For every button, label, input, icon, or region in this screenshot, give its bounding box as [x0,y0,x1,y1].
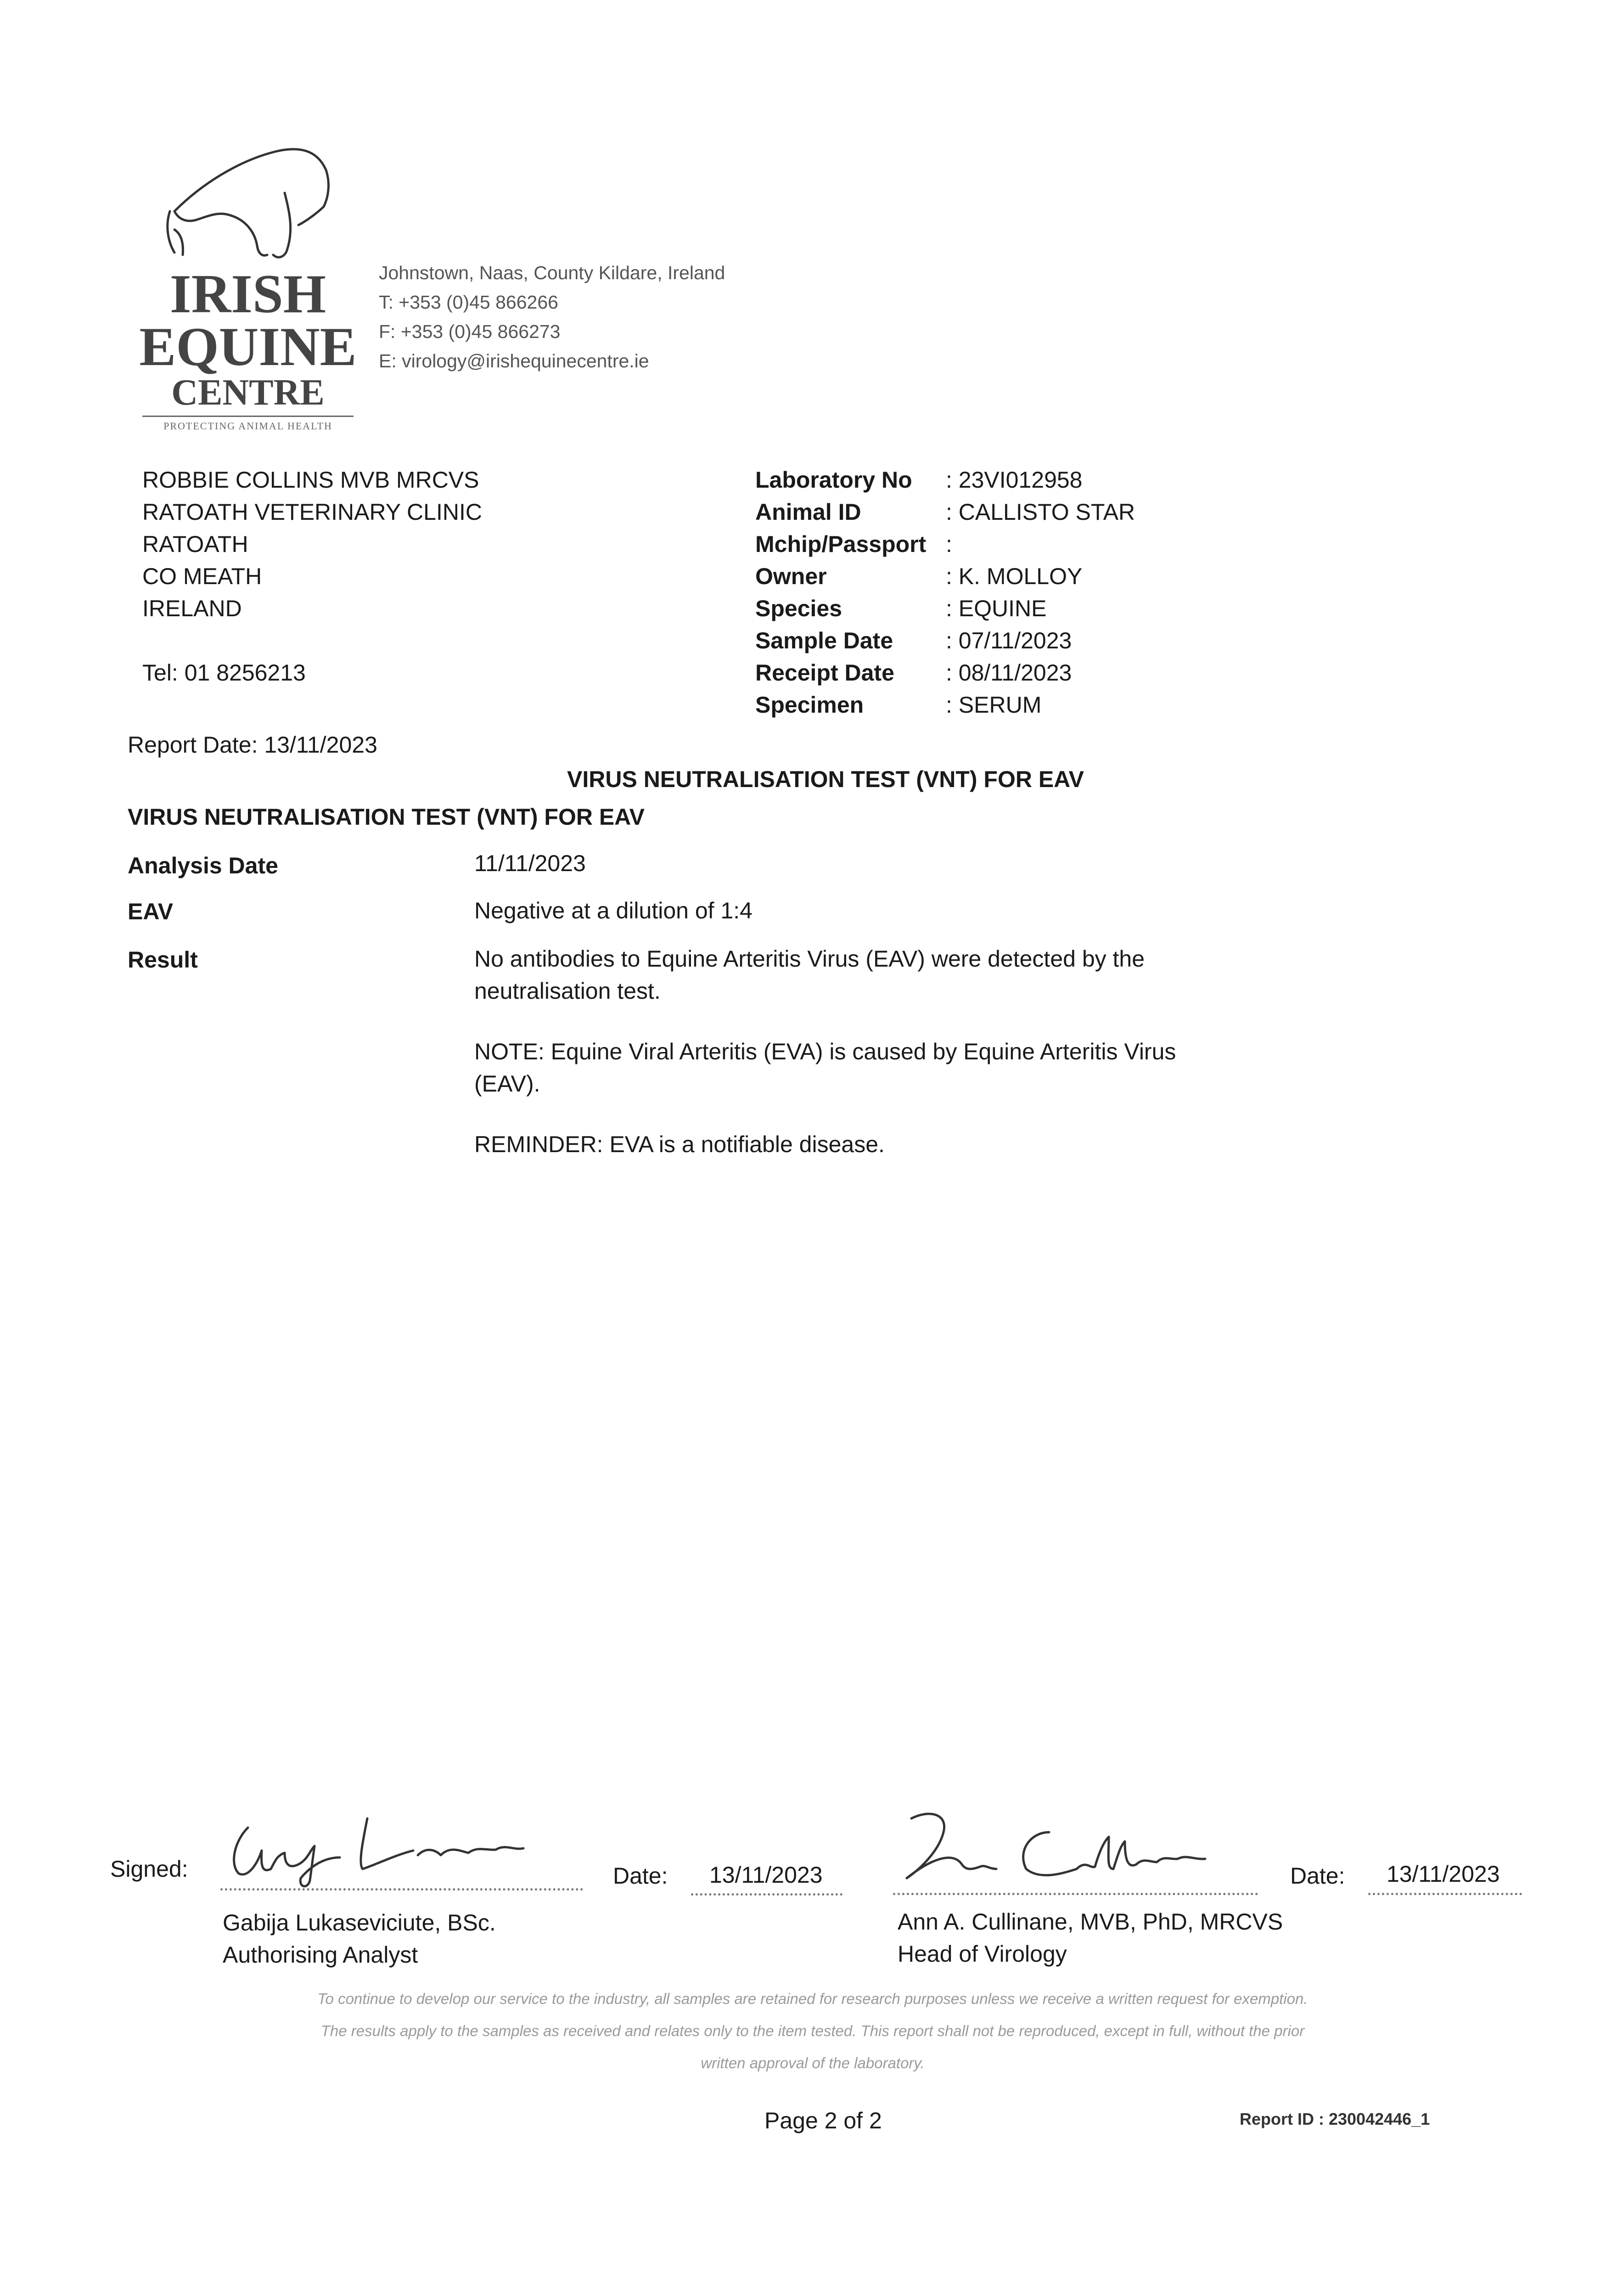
field-value: : 07/11/2023 [946,628,1072,653]
field-label: Mchip/Passport [755,531,927,557]
org-contact-block [379,258,725,376]
sample-info-row [755,496,1135,528]
page-number: Page 2 of 2 [764,2108,882,2133]
horse-logo-icon [147,142,358,266]
field-label: Laboratory No [755,467,912,493]
head-signature [893,1800,1283,1901]
recipient-line: RATOATH VETERINARY CLINIC [142,499,482,525]
field-label: Receipt Date [755,660,894,686]
test-title: VIRUS NEUTRALISATION TEST (VNT) FOR EAV [128,804,645,830]
head-role: Head of Virology [898,1941,1067,1967]
org-fax: F: +353 (0)45 866273 [379,321,561,342]
signed-label: Signed: [110,1856,188,1882]
field-label: Specimen [755,692,864,718]
company-logo [133,142,363,441]
sample-info-table [755,464,1135,721]
disclaimer-line: written approval of the laboratory. [701,2054,925,2071]
head-name: Ann A. Cullinane, MVB, PhD, MRCVS [898,1909,1283,1935]
note-line: NOTE: Equine Viral Arteritis (EVA) is caused by Equine Arteritis Virus [474,1039,1176,1064]
logo-tagline: PROTECTING ANIMAL HEALTH [163,420,332,432]
recipient-line: RATOATH [142,531,248,557]
field-label: Sample Date [755,628,893,653]
recipient-line: IRELAND [142,596,242,621]
sample-info-row [755,560,1135,592]
head-name-block [898,1906,1283,1970]
field-value: : EQUINE [946,596,1047,621]
head-date-line [1368,1893,1522,1895]
analyst-date-label: Date: [613,1863,668,1889]
result-text [474,943,1176,1160]
analyst-date-value: 13/11/2023 [709,1862,823,1888]
field-value: : [946,531,952,557]
head-date-label: Date: [1290,1863,1345,1889]
head-signature-line [893,1893,1258,1895]
analyst-signature [220,1800,542,1892]
recipient-line: CO MEATH [142,563,262,589]
sample-info-row [755,689,1135,721]
report-id: Report ID : 230042446_1 [1240,2110,1430,2128]
field-value: : CALLISTO STAR [946,499,1135,525]
org-phone: T: +353 (0)45 866266 [379,292,558,313]
footer-disclaimer [138,1983,1488,2079]
analyst-date-line [691,1893,842,1896]
field-value: : 08/11/2023 [946,660,1072,686]
analyst-name-block [223,1907,496,1971]
recipient-tel: Tel: 01 8256213 [142,660,306,686]
org-email: E: virology@irishequinecentre.ie [379,350,649,371]
field-label: Animal ID [755,499,861,525]
analysis-date-value: 11/11/2023 [474,850,586,876]
logo-text-equine: EQUINE [139,316,357,377]
sample-info-row [755,592,1135,625]
result-label: Result [128,947,198,973]
disclaimer-line: To continue to develop our service to the industry, all samples are retained for research purposes unless we receive a written request for exemption. [317,1990,1308,2007]
report-date: Report Date: 13/11/2023 [128,732,377,758]
sample-info-row [755,657,1135,689]
eav-value: Negative at a dilution of 1:4 [474,898,753,923]
field-value: : K. MOLLOY [946,563,1083,589]
reminder-line: REMINDER: EVA is a notifiable disease. [474,1131,885,1157]
note-line: (EAV). [474,1071,540,1097]
recipient-address [142,464,482,689]
field-label: Species [755,596,842,621]
result-line: No antibodies to Equine Arteritis Virus (EAV) were detected by the [474,946,1145,972]
analyst-name: Gabija Lukaseviciute, BSc. [223,1910,496,1936]
logo-divider [142,416,354,417]
org-address: Johnstown, Naas, County Kildare, Ireland [379,262,725,283]
field-value: : 23VI012958 [946,467,1083,493]
sample-info-row [755,625,1135,657]
field-value: : SERUM [946,692,1042,718]
eav-label: EAV [128,899,174,924]
sample-info-row [755,464,1135,496]
disclaimer-line: The results apply to the samples as received and relates only to the item tested. This report shall not be reproduced, except in full, without the prior [320,2022,1305,2039]
recipient-line: ROBBIE COLLINS MVB MRCVS [142,467,479,493]
logo-text-centre: CENTRE [171,372,325,413]
analyst-role: Authorising Analyst [223,1942,418,1968]
field-label: Owner [755,563,827,589]
logo-text-irish: IRISH [169,263,326,324]
test-title-centered: VIRUS NEUTRALISATION TEST (VNT) FOR EAV [567,766,1084,792]
result-line: neutralisation test. [474,978,661,1004]
sample-info-row [755,528,1135,560]
analysis-date-label: Analysis Date [128,853,278,878]
head-date-value: 13/11/2023 [1387,1861,1500,1887]
